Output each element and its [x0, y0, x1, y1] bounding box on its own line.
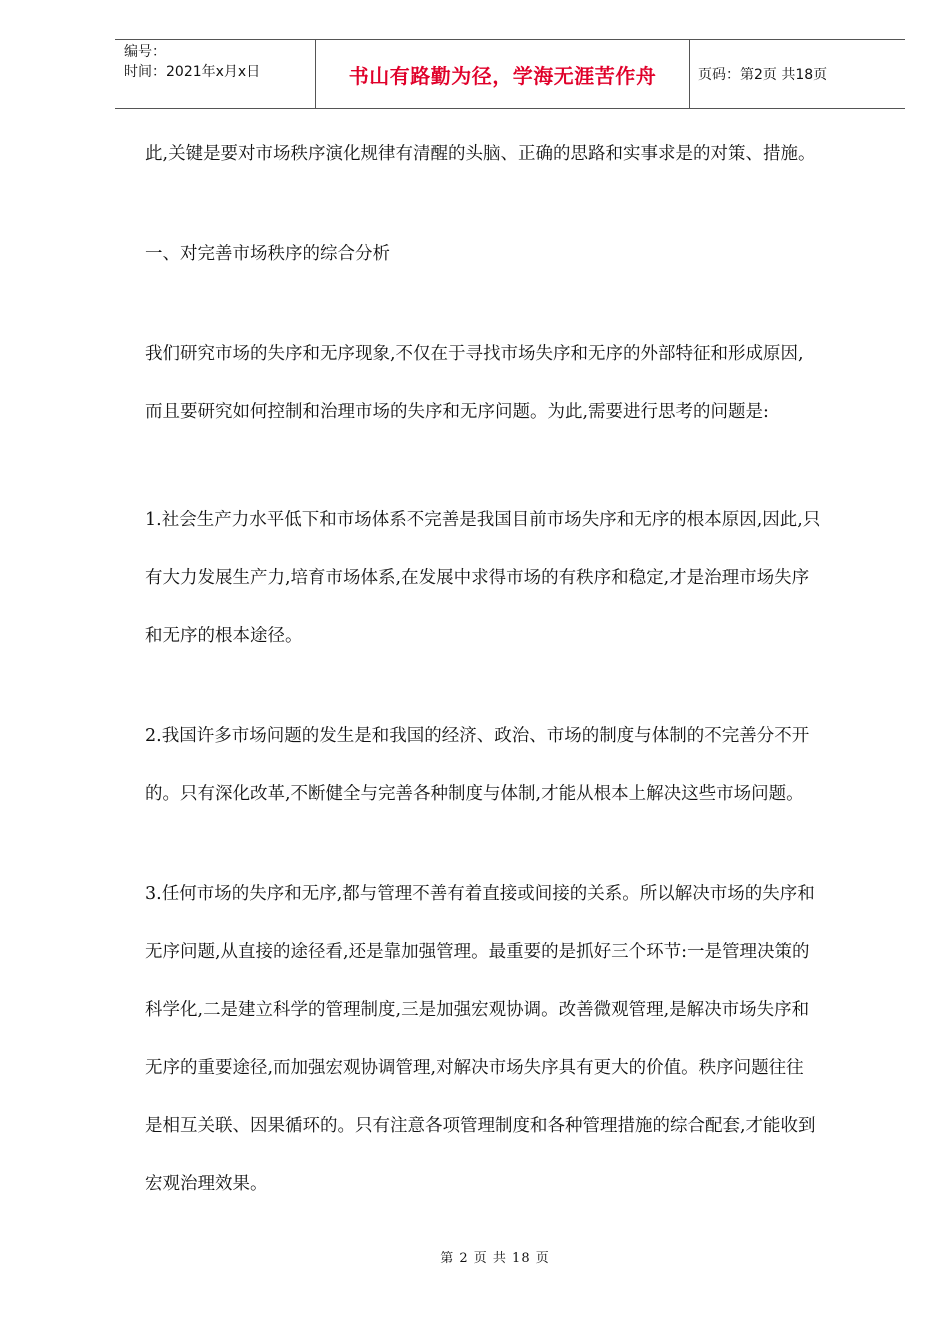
header-meta — [115, 40, 316, 108]
text-line: 2.我国许多市场问题的发生是和我国的经济、政治、市场的制度与体制的不完善分不开 — [145, 726, 810, 746]
text-line: 宏观治理效果。 — [145, 1174, 268, 1194]
page-footer: 第 2 页 共 18 页 — [440, 1251, 550, 1266]
text-line: 无序的重要途径,而加强宏观协调管理,对解决市场失序具有更大的价值。秩序问题往往 — [145, 1058, 804, 1078]
text-line: 3.任何市场的失序和无序,都与管理不善有着直接或间接的关系。所以解决市场的失序和 — [145, 884, 815, 904]
page-header — [115, 39, 905, 109]
document-body — [145, 125, 880, 1213]
header-page-info: 页码：第2页 共18页 — [698, 67, 828, 83]
text-line: 而且要研究如何控制和治理市场的失序和无序问题。为此,需要进行思考的问题是: — [145, 402, 769, 422]
text-line: 科学化,二是建立科学的管理制度,三是加强宏观协调。改善微观管理,是解决市场失序和 — [145, 1000, 810, 1020]
section-title: 一、对完善市场秩序的综合分析 — [145, 244, 390, 264]
text-line: 1.社会生产力水平低下和市场体系不完善是我国目前市场失序和无序的根本原因,因此,只 — [145, 510, 821, 530]
text-line: 和无序的根本途径。 — [145, 626, 303, 646]
text-line: 是相互关联、因果循环的。只有注意各项管理制度和各种管理措施的综合配套,才能收到 — [145, 1116, 816, 1136]
text-line: 我们研究市场的失序和无序现象,不仅在于寻找市场失序和无序的外部特征和形成原因, — [145, 344, 804, 364]
number-label: 编号： — [124, 44, 166, 60]
text-line: 此,关键是要对市场秩序演化规律有清醒的头脑、正确的思路和实事求是的对策、措施。 — [145, 144, 816, 164]
text-line: 有大力发展生产力,培育市场体系,在发展中求得市场的有秩序和稳定,才是治理市场失序 — [145, 568, 810, 588]
time-label: 时间：2021年x月x日 — [124, 64, 261, 80]
text-line: 无序问题,从直接的途径看,还是靠加强管理。最重要的是抓好三个环节:一是管理决策的 — [145, 942, 810, 962]
text-line: 的。只有深化改革,不断健全与完善各种制度与体制,才能从根本上解决这些市场问题。 — [145, 784, 804, 804]
header-motto: 书山有路勤为径，学海无涯苦作舟 — [316, 40, 690, 108]
